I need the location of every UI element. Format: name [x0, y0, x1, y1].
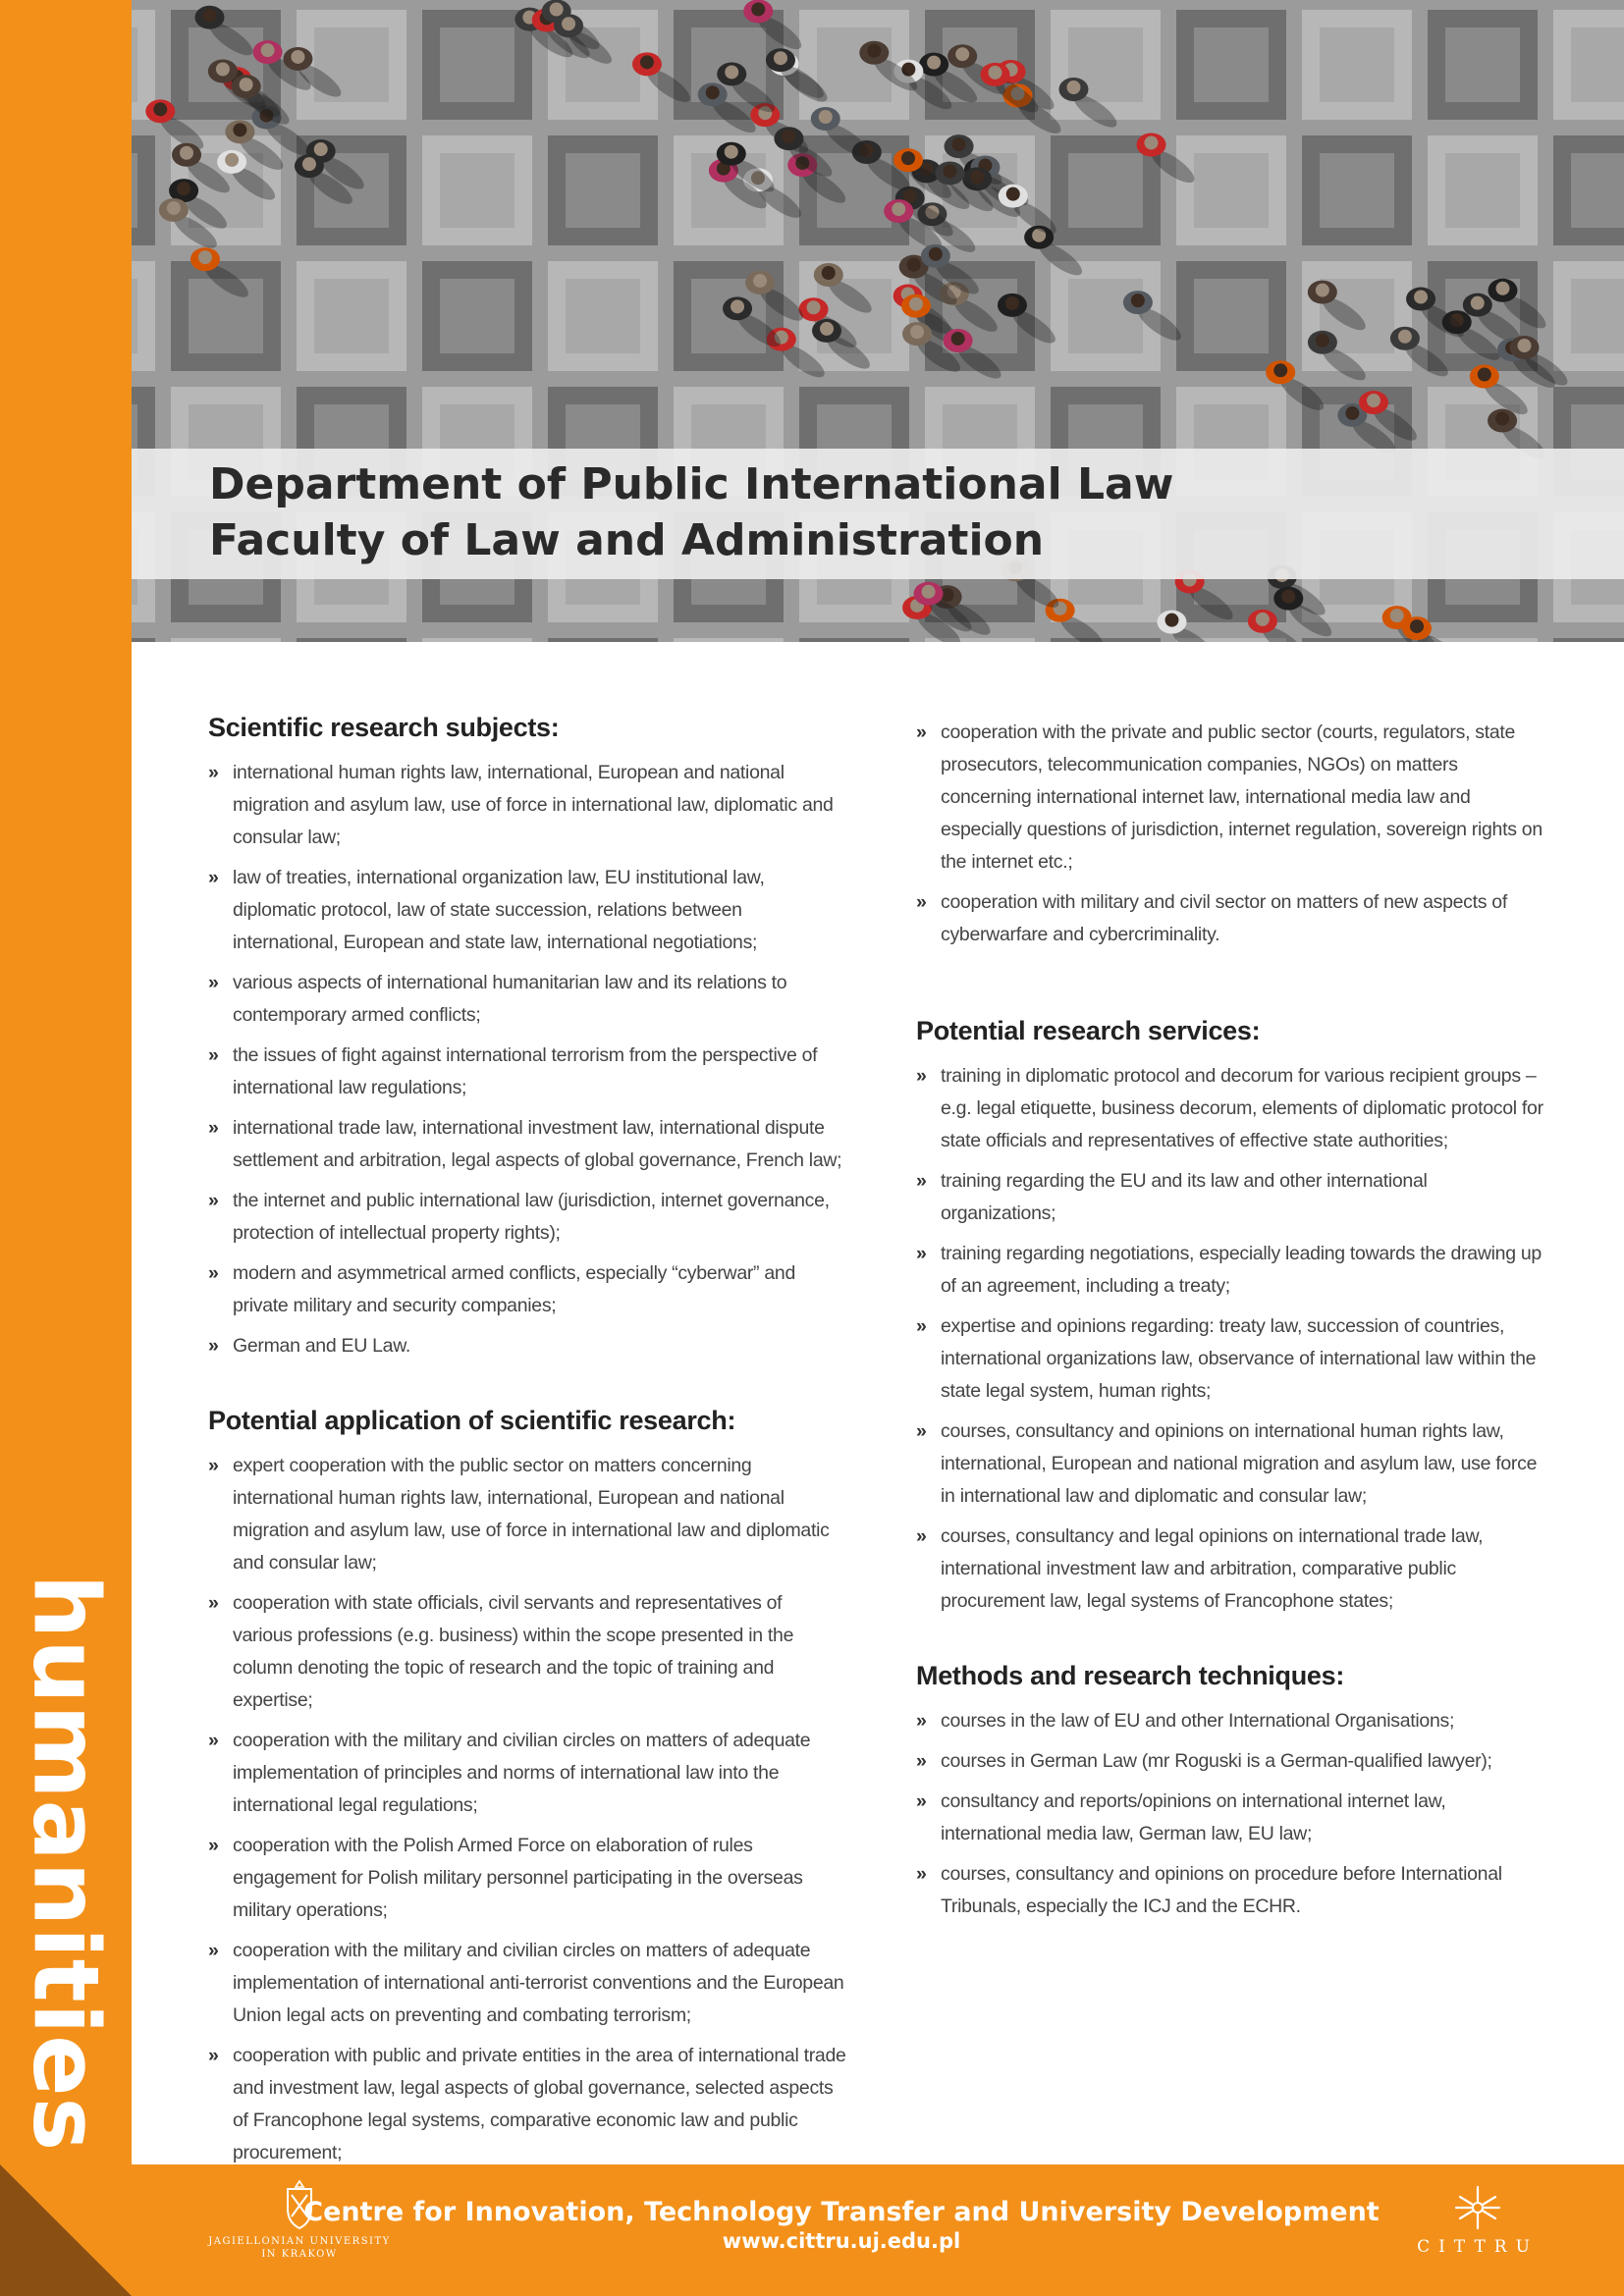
footer-center [0, 2197, 1624, 2253]
bullet-mark: » [916, 1525, 927, 1547]
list-item [208, 862, 846, 959]
list-item [208, 757, 846, 854]
list-item [208, 1330, 846, 1362]
bullet-mark: » [916, 1863, 927, 1885]
list-item [208, 1450, 846, 1579]
bullet-mark: » [916, 1315, 927, 1337]
list-item-text: cooperation with the military and civilian circles on matters of adequate implementation of principles and norms of international law into the international legal regulations; [233, 1730, 811, 1816]
list-item-text: modern and asymmetrical armed conflicts, especially “cyberwar” and private military and security companies; [233, 1262, 796, 1316]
section-list [208, 757, 846, 1362]
list-item [208, 1725, 846, 1822]
left-column [208, 713, 846, 2213]
list-item-text: consultancy and reports/opinions on international internet law, international media law, German law, EU law; [941, 1790, 1446, 1844]
content-section [208, 713, 846, 1362]
list-item-text: training regarding the EU and its law and other international organizations; [941, 1170, 1428, 1224]
bullet-mark: » [916, 1790, 927, 1812]
list-item-text: cooperation with the private and public sector (courts, regulators, state prosecutors, telecommunication companies, NGOs) on matters concerning international internet law, international media law and especially questions of jurisdiction, internet regulation, sovereign rights on the internet etc.; [941, 721, 1543, 873]
bullet-mark: » [208, 1835, 219, 1856]
list-item-text: expertise and opinions regarding: treaty law, succession of countries, international organizations law, observance of international law within the state legal system, human rights; [941, 1315, 1537, 1402]
list-item-text: courses, consultancy and opinions on procedure before International Tribunals, especially the ICJ and the ECHR. [941, 1863, 1502, 1917]
page-subtitle: Faculty of Law and Administration [209, 515, 1045, 565]
list-item-text: the issues of fight against international terrorism from the perspective of international law regulations; [233, 1044, 818, 1098]
list-item-text: expert cooperation with the public sector on matters concerning international human rights law, international, European and national migration and asylum law, use of force in international law and diplomatic and consular law; [233, 1455, 830, 1574]
bullet-mark: » [916, 1710, 927, 1732]
list-item [916, 717, 1544, 879]
cittru-wordmark: CITTRU [1417, 2237, 1539, 2257]
bullet-mark: » [208, 1335, 219, 1357]
list-item-text: courses in German Law (mr Roguski is a German-qualified lawyer); [941, 1750, 1492, 1772]
uj-name-line1: JAGIELLONIAN UNIVERSITY [208, 2236, 391, 2247]
bullet-mark: » [208, 1730, 219, 1751]
list-item-text: cooperation with state officials, civil servants and representatives of various professions (e.g. business) within the scope presented in the column denoting the topic of research and the topic of training and expertise; [233, 1592, 794, 1711]
bullet-mark: » [916, 1420, 927, 1442]
list-item-text: the internet and public international law (jurisdiction, internet governance, protection of intellectual property rights); [233, 1190, 830, 1244]
list-item [208, 1185, 846, 1250]
list-item-text: training regarding negotiations, especially leading towards the drawing up of an agreement, including a treaty; [941, 1243, 1542, 1297]
bullet-mark: » [208, 1455, 219, 1476]
list-item [208, 1830, 846, 1927]
footer-url[interactable]: www.cittru.uj.edu.pl [722, 2229, 961, 2253]
list-item-text: cooperation with military and civil sector on matters of new aspects of cyberwarfare and cybercriminality. [941, 891, 1507, 945]
section-list [916, 1705, 1544, 1923]
bullet-mark: » [208, 1262, 219, 1284]
list-item [916, 1060, 1544, 1157]
list-item-text: cooperation with the military and civilian circles on matters of adequate implementation of international anti-terrorist conventions and the European Union legal acts on preventing and combating terrorism; [233, 1940, 844, 2026]
section-heading: Potential application of scientific research: [208, 1406, 736, 1435]
list-item-text: international human rights law, international, European and national migration and asylum law, use of force in international law, diplomatic and consular law; [233, 762, 834, 848]
uj-name-line2: IN KRAKOW [261, 2249, 338, 2260]
section-heading: Potential research services: [916, 1016, 1261, 1045]
list-item-text: cooperation with the Polish Armed Force on elaboration of rules engagement for Polish military personnel participating in the overseas military operations; [233, 1835, 803, 1921]
list-item [208, 1935, 846, 2032]
list-item [916, 1415, 1544, 1513]
list-item [208, 967, 846, 1032]
list-item-text: German and EU Law. [233, 1335, 411, 1357]
bullet-mark: » [208, 1940, 219, 1961]
page-title: Department of Public International Law [209, 459, 1174, 509]
bullet-mark: » [916, 891, 927, 913]
bullet-mark: » [916, 1243, 927, 1264]
bullet-mark: » [916, 1170, 927, 1192]
list-item-text: international trade law, international investment law, international dispute settlement and arbitration, legal aspects of global governance, French law; [233, 1117, 842, 1171]
content-section [916, 1661, 1544, 1923]
right-column [916, 717, 1544, 1966]
side-category-label: humanities [13, 1574, 119, 2153]
list-item [916, 1745, 1544, 1778]
list-item [916, 1786, 1544, 1850]
content-section [916, 1016, 1544, 1618]
section-heading: Scientific research subjects: [208, 713, 560, 742]
list-item-text: courses, consultancy and legal opinions on international trade law, international investment law and arbitration, comparative public procurement law, legal systems of Francophone states; [941, 1525, 1484, 1612]
bullet-mark: » [916, 1750, 927, 1772]
list-item [916, 1310, 1544, 1408]
bullet-mark: » [208, 762, 219, 783]
cittru-logo [1404, 2183, 1551, 2257]
list-item-text: training in diplomatic protocol and decorum for various recipient groups – e.g. legal etiquette, business decorum, elements of diplomatic protocol for state officials and representatives of effective state authorities; [941, 1065, 1543, 1151]
list-item-text: courses in the law of EU and other International Organisations; [941, 1710, 1455, 1732]
list-item [916, 1238, 1544, 1303]
content-section [208, 1406, 846, 2169]
section-list [208, 1450, 846, 2169]
list-item [208, 1587, 846, 1717]
bullet-mark: » [208, 1190, 219, 1211]
bullet-mark: » [208, 1592, 219, 1614]
bullet-mark: » [208, 867, 219, 888]
list-item [916, 1165, 1544, 1230]
bullet-mark: » [208, 2045, 219, 2066]
bullet-mark: » [208, 1117, 219, 1139]
list-item-text: various aspects of international humanitarian law and its relations to contemporary armed conflicts; [233, 972, 787, 1026]
list-item [916, 1705, 1544, 1737]
bullet-mark: » [208, 972, 219, 993]
list-item [208, 1112, 846, 1177]
list-item [916, 1858, 1544, 1923]
list-item [208, 1257, 846, 1322]
continued-list [916, 717, 1544, 951]
list-item [208, 1040, 846, 1104]
list-item-text: courses, consultancy and opinions on international human rights law, international, European and national migration and asylum law, use force in international law and diplomatic and consular law; [941, 1420, 1538, 1507]
continued-section [916, 717, 1544, 951]
section-heading: Methods and research techniques: [916, 1661, 1345, 1690]
list-item-text: cooperation with public and private entities in the area of international trade and investment law, legal aspects of global governance, selected aspects of Francophone legal systems, comparative economic law and public procurement; [233, 2045, 846, 2163]
list-item-text: law of treaties, international organization law, EU institutional law, diplomatic protocol, law of state succession, relations between international, European and state law, international negotiations; [233, 867, 765, 953]
list-item [916, 1521, 1544, 1618]
bullet-mark: » [916, 721, 927, 743]
bullet-mark: » [208, 1044, 219, 1066]
cittru-star-icon [1448, 2183, 1507, 2232]
section-list [916, 1060, 1544, 1618]
list-item [208, 2040, 846, 2169]
list-item [916, 886, 1544, 951]
footer-title: Centre for Innovation, Technology Transfer and University Development [303, 2197, 1380, 2227]
bullet-mark: » [916, 1065, 927, 1087]
